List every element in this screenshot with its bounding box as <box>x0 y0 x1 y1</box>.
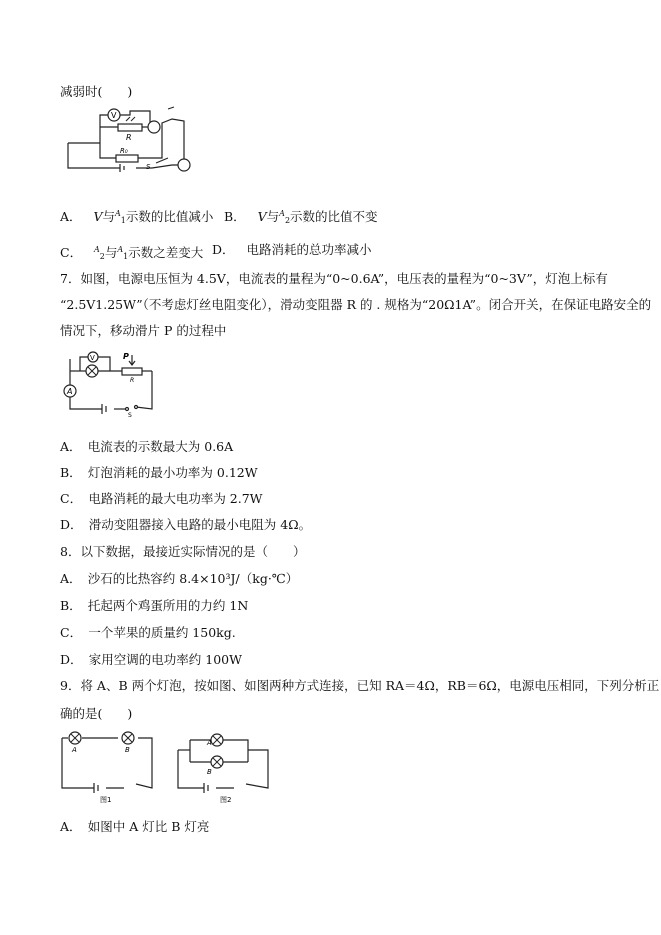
q8-option-a: A． 沙石的比热容约 8.4×10³J/（kg·℃） <box>60 571 299 586</box>
q7-stem-line2: “2.5V1.25W”（不考虑灯丝电阻变化），滑动变阻器 R 的 . 规格为“20Ω1A”。闭合开关，在保证电路安全的 <box>60 297 652 312</box>
q6-circuit-figure <box>60 103 200 183</box>
q6-r0-label: R₀ <box>120 147 128 155</box>
q6-switch-label: S <box>146 163 151 171</box>
q9-fig1-a-label: A <box>72 746 77 754</box>
q8-option-b: B． 托起两个鸡蛋所用的力约 1N <box>60 598 249 613</box>
q9-figure-2 <box>176 732 276 804</box>
q7-option-c: C． 电路消耗的最大电功率为 2.7W <box>60 491 263 506</box>
q9-fig2-a-label: A <box>207 739 212 747</box>
q9-stem-line2: 确的是( ) <box>60 706 133 721</box>
q7-option-a: A． 电流表的示数最大为 0.6A <box>60 439 234 454</box>
q9-stem-line1: 9．将 A、B 两个灯泡，按如图、如图两种方式连接，已知 RA＝4Ω，RB＝6Ω，电源电压相同，下列分析正 <box>60 678 660 693</box>
q6-option-d: D． 电路消耗的总功率减小 <box>212 242 372 257</box>
q7-switch-label: S <box>128 412 132 419</box>
q7-option-d: D． 滑动变阻器接入电路的最小电阻为 4Ω。 <box>60 517 312 532</box>
q6-stem-tail: 减弱时( ) <box>60 84 133 99</box>
q7-circuit-figure <box>60 349 160 419</box>
q8-option-c: C． 一个苹果的质量约 150kg. <box>60 625 236 640</box>
q6-voltmeter-label: V <box>111 111 117 120</box>
q9-fig2-caption: 图2 <box>220 796 232 804</box>
q7-r-label: R <box>130 377 135 384</box>
q9-fig2-b-label: B <box>207 768 212 776</box>
q8-option-d: D． 家用空调的电功率约 100W <box>60 652 242 667</box>
q7-stem-line1: 7．如图，电源电压恒为 4.5V，电流表的量程为“0~0.6A”，电压表的量程为“0~3V”，灯泡上标有 <box>60 271 608 286</box>
q6-r-label: R <box>126 133 132 142</box>
q9-fig1-caption: 图1 <box>100 796 112 804</box>
q6-option-a: A． V与$^A_1$示数的比值减小 <box>60 209 214 225</box>
q6-option-b: B． V与$^A_2$示数的比值不变 <box>224 209 378 225</box>
q7-stem-line3: 情况下，移动滑片 P 的过程中 <box>60 323 227 338</box>
q9-figure-1 <box>60 732 160 804</box>
q6-option-c: C． $^A_2$与$^A_1$示数之差变大 <box>60 245 204 261</box>
q7-option-b: B． 灯泡消耗的最小功率为 0.12W <box>60 465 258 480</box>
q8-stem: 8．以下数据，最接近实际情况的是（ ） <box>60 544 306 559</box>
q7-voltmeter-label: V <box>90 354 95 362</box>
q7-slider-label: P <box>123 352 129 361</box>
q7-ammeter-label: A <box>67 387 73 396</box>
q9-fig1-b-label: B <box>125 746 130 754</box>
q9-option-a: A． 如图中 A 灯比 B 灯亮 <box>60 819 210 834</box>
